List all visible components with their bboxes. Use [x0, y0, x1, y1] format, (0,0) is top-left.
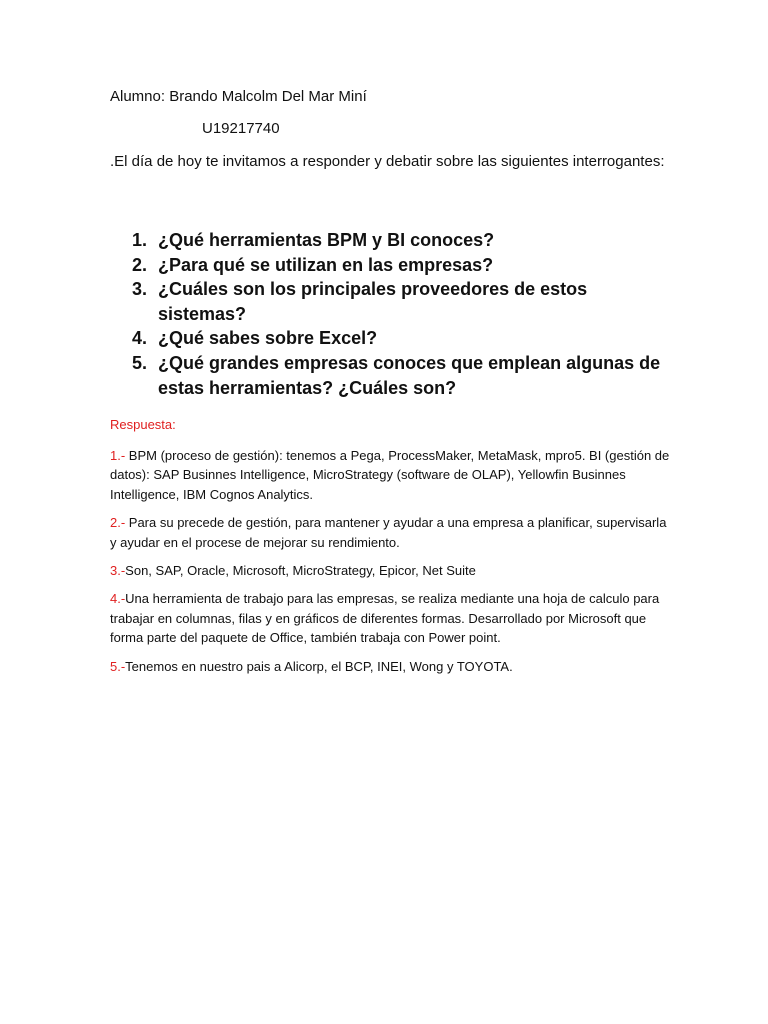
answer-number: 3.-	[110, 563, 126, 579]
answer-text: Son, SAP, Oracle, Microsoft, MicroStrategy, Epicor, Net Suite	[125, 563, 476, 579]
question-number: 1.	[132, 230, 148, 250]
question-text: ¿Qué sabes sobre Excel?	[158, 328, 378, 349]
answer-item	[110, 513, 670, 552]
answer-item	[110, 657, 670, 676]
question-text: ¿Qué grandes empresas conoces que emplean algunas de estas herramientas? ¿Cuáles son?	[158, 352, 661, 398]
response-heading: Respuesta:	[110, 417, 176, 432]
question-number: 5.	[132, 352, 148, 373]
question-item	[132, 228, 672, 253]
question-item	[132, 326, 672, 351]
question-item	[132, 253, 672, 278]
question-item	[132, 351, 672, 400]
question-text: ¿Qué herramientas BPM y BI conoces?	[158, 230, 495, 250]
answers-list	[110, 446, 670, 685]
answer-number: 5.-	[110, 658, 126, 674]
answer-number: 2.-	[110, 515, 126, 531]
question-item	[132, 277, 672, 326]
answer-item	[110, 589, 670, 647]
answer-text: BPM (proceso de gestión): tenemos a Pega, ProcessMaker, MetaMask, mpro5. BI (gestión de datos): SAP Businnes Intelligence, MicroStrategy (software de OLAP), Yellowfin Businnes Intelligence, IBM Cognos Analytics.	[110, 448, 670, 502]
question-number: 4.	[132, 328, 148, 349]
question-text: ¿Cuáles son los principales proveedores de estos sistemas?	[158, 279, 588, 324]
question-number: 3.	[132, 279, 148, 300]
student-name: Alumno: Brando Malcolm Del Mar Miní	[110, 88, 367, 105]
questions-list	[132, 228, 672, 400]
answer-text: Una herramienta de trabajo para las empresas, se realiza mediante una hoja de calculo para trabajar en columnas, filas y en gráficos de diferentes formas. Desarrollado por Microsoft que forma parte del paquete de Office, también trabaja con Power point.	[110, 591, 660, 646]
answer-number: 1.-	[110, 448, 126, 463]
answer-number: 4.-	[110, 591, 126, 607]
student-id: U19217740	[202, 120, 280, 137]
answer-text: Tenemos en nuestro pais a Alicorp, el BCP, INEI, Wong y TOYOTA.	[125, 658, 513, 674]
question-text: ¿Para qué se utilizan en las empresas?	[158, 254, 494, 275]
answer-item	[110, 561, 670, 580]
question-number: 2.	[132, 254, 148, 275]
answer-text: Para su precede de gestión, para mantener y ayudar a una empresa a planificar, supervisarla y ayudar en el procese de mejorar su rendimiento.	[110, 515, 667, 550]
answer-item	[110, 446, 670, 504]
intro-text: .El día de hoy te invitamos a responder y debatir sobre las siguientes interrogantes:	[110, 153, 665, 170]
